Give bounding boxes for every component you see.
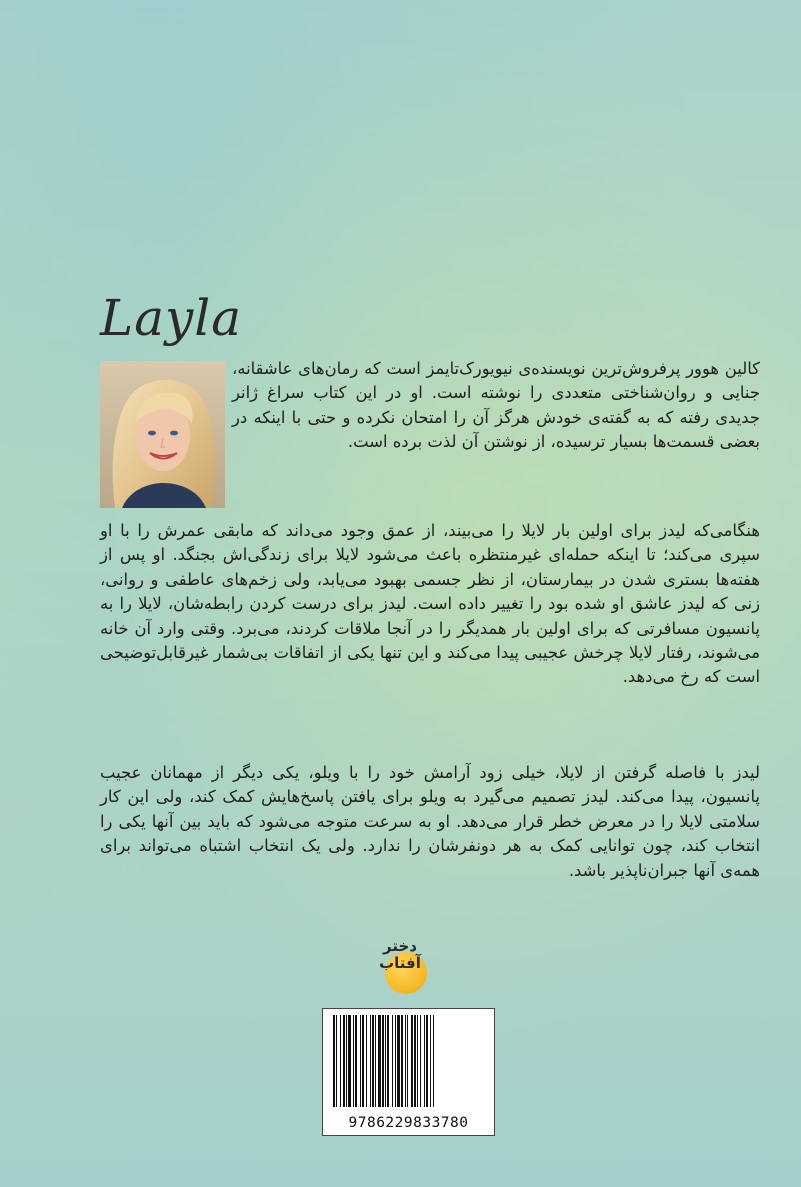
publisher-name-line-2: آفتاب [379, 954, 421, 972]
publisher-name [368, 938, 432, 972]
author-photo [100, 361, 225, 508]
barcode-bar [372, 1015, 374, 1107]
barcode-bar [375, 1015, 376, 1107]
barcode-bar [346, 1015, 347, 1107]
barcode-bar [405, 1015, 406, 1107]
barcode-bar [382, 1015, 384, 1107]
barcode-bar [387, 1015, 389, 1107]
barcode-bar [426, 1015, 428, 1107]
synopsis-paragraph-2: لیدز با فاصله گرفتن از لایلا، خیلی زود آرامش خود را با ویلو، یکی دیگر از مهمانان عجیب پانسیون، پیدا می‌کند. لیدز تصمیم می‌گیرد به ویلو برای یافتن پاسخ‌هایش کمک کند، ولی این کار سلامتی لایلا را در معرض خطر قرار می‌دهد. او به سرعت متوجه می‌شود که باید بین آنها یکی را انتخاب کند، چون توانایی کمک به هر دونفرشان را ندارد. ولی یک انتخاب اشتباه می‌تواند برای همه‌ی آنها جبران‌ناپذیر باشد. [100, 763, 760, 880]
barcode-bar [362, 1015, 364, 1107]
isbn-number: 9786229833780 [348, 1115, 469, 1131]
barcode-bar [353, 1015, 354, 1107]
barcode-bar [355, 1015, 357, 1107]
barcode-bar [417, 1015, 418, 1107]
barcode-bar [336, 1015, 337, 1107]
barcode-bar [395, 1015, 396, 1107]
barcode-bar [420, 1015, 421, 1107]
barcode-bar [366, 1015, 367, 1107]
barcode-bar [407, 1015, 408, 1107]
barcode-bar [348, 1015, 351, 1107]
barcode-bar [433, 1015, 434, 1107]
barcode-bar [401, 1015, 403, 1107]
barcode-bar [343, 1015, 345, 1107]
book-title: Layla [100, 289, 243, 347]
barcode-bar [370, 1015, 371, 1107]
barcode-bar [340, 1015, 341, 1107]
publisher-logo [368, 938, 432, 996]
barcode-bar [411, 1015, 413, 1107]
publisher-name-line-1: دختر [383, 937, 417, 955]
barcode [322, 1008, 495, 1136]
barcode-bar [333, 1015, 335, 1107]
barcode-bar [392, 1015, 393, 1107]
barcode-bar [385, 1015, 386, 1107]
barcode-bar [397, 1015, 400, 1107]
barcode-bar [430, 1015, 431, 1107]
barcode-bars [333, 1015, 486, 1107]
barcode-bar [378, 1015, 381, 1107]
author-bio-paragraph: کالین هوور پرفروش‌ترین نویسنده‌ی نیویورک‌تایمز است که رمان‌های عاشقانه، جنایی و روان‌شناختی متعددی را نوشته است. او در این کتاب سراغ ژانر جدیدی رفته که به گفته‌ی خودش هرگز آن را امتحان نکرده و حتی با اینکه در بعضی قسمت‌ها بسیار ترسیده، از نوشتن آن لذت برده است. [232, 359, 760, 452]
barcode-bar [414, 1015, 416, 1107]
barcode-bar [424, 1015, 425, 1107]
barcode-bar [360, 1015, 361, 1107]
synopsis-paragraph-1: هنگامی‌که لیدز برای اولین بار لایلا را می‌بیند، از عمق وجود می‌داند که مابقی عمرش را با او سپری می‌کند؛ تا اینکه حمله‌ای غیرمنتظره باعث می‌شود لایلا برای زندگی‌اش بجنگد. او پس از هفته‌ها بستری شدن در بیمارستان، از نظر جسمی بهبود می‌یابد، ولی زخم‌های عاطفی و روانی، زنی که لیدز عاشق او شده بود را تغییر داده است. لیدز برای درست کردن رابطه‌شان، لایلا را به پانسیون مسافرتی که برای اولین بار همدیگر را در آنجا ملاقات کردند، می‌برد. وقتی وارد آن خانه می‌شوند، رفتار لایلا چرخش عجیبی پیدا می‌کند و این تنها یکی از اتفاقات بی‌شمار غیرقابل‌توضیحی است که رخ می‌دهد. [100, 521, 760, 687]
